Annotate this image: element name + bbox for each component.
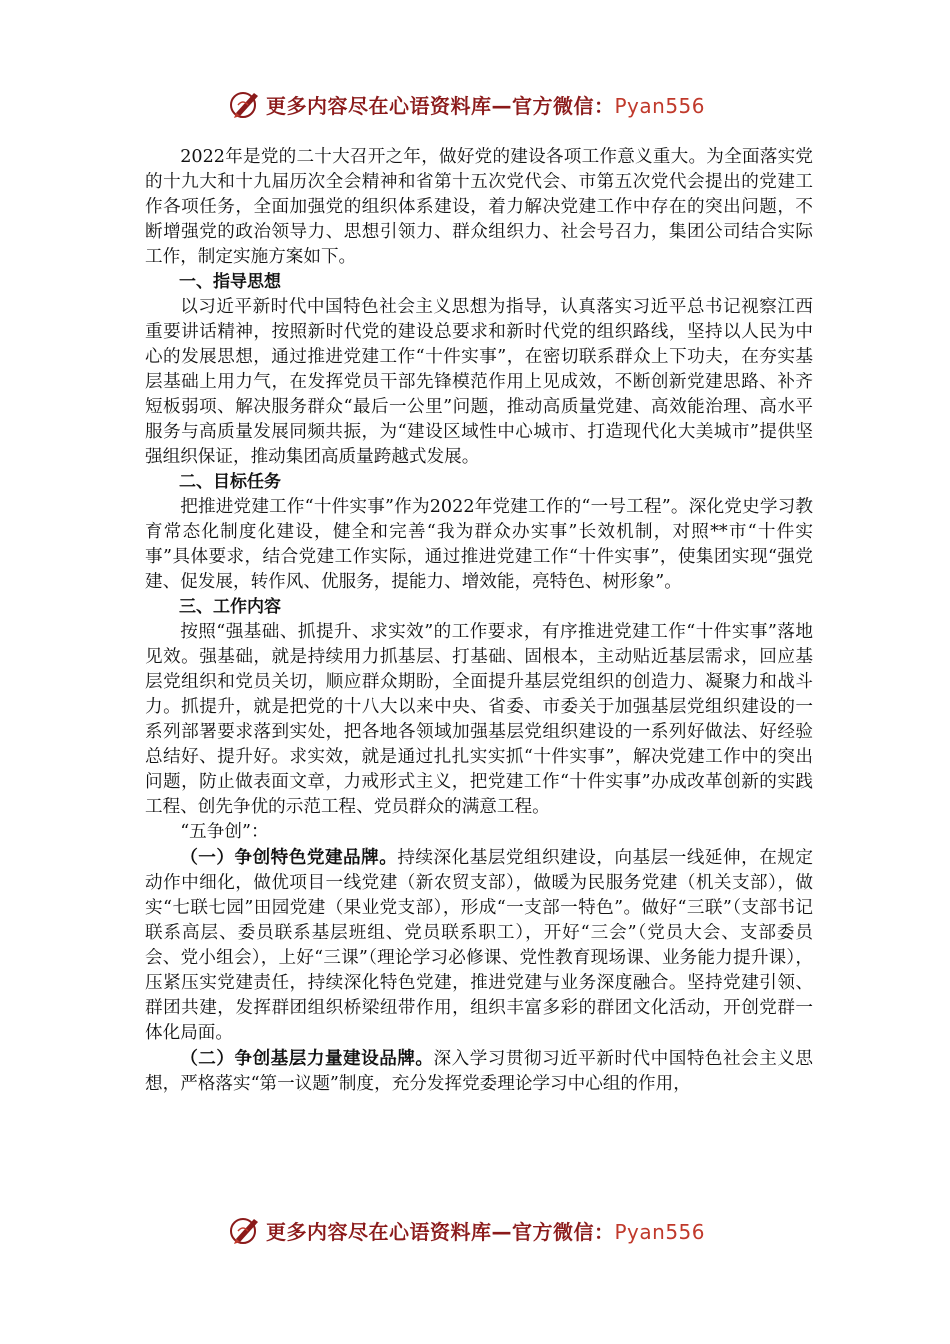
document-body [145,145,813,1097]
section-heading-work-content: 三、工作内容 [179,597,281,617]
item-body-2: 深入学习贯彻习近平新时代中国特色社会主义思想，严格落实“第一议题”制度，充分发挥党委理论学习中心组的作用， [145,1049,813,1094]
header-watermark [228,84,705,124]
footer-watermark [228,1210,705,1250]
item-paragraph-2 [145,1046,813,1097]
section-body-work-content: 按照“强基础、抓提升、求实效”的工作要求，有序推进党建工作“十件实事”落地见效。强基础，就是持续用力抓基层、打基础、固根本，主动贴近基层需求，回应基层党组织和党员关切，顺应群众期盼，全面提升基层党组织的创造力、凝聚力和战斗力。抓提升，就是把党的十八大以来中央、省委、市委关于加强基层党组织建设的一系列部署要求落到实处，把各地各领域加强基层党组织建设的一系列好做法、好经验总结好、提升好。求实效，就是通过扎扎实实抓“十件实事”，解决党建工作中的突出问题，防止做表面文章，力戒形式主义，把党建工作“十件实事”办成改革创新的实践工程、创先争优的示范工程、党员群众的满意工程。 [145,622,813,817]
item-lead-1: （一）争创特色党建品牌。 [180,847,398,868]
watermark-text [266,90,705,119]
watermark-text [266,1216,705,1245]
watermark-wechat-id: Pyan556 [614,93,706,118]
intro-paragraph: 2022年是党的二十大召开之年，做好党的建设各项工作意义重大。为全面落实党的十九大和十九届历次全会精神和省第十五次党代会、市第五次党代会提出的党建工作各项任务，全面加强党的组织体系建设，着力解决党建工作中存在的突出问题，不断增强党的政治领导力、思想引领力、群众组织力、社会号召力，集团公司结合实际工作，制定实施方案如下。 [145,147,813,267]
pen-logo-icon [228,87,262,121]
section-body-guiding-ideology: 以习近平新时代中国特色社会主义思想为指导，认真落实习近平总书记视察江西重要讲话精神，按照新时代党的建设总要求和新时代党的组织路线，坚持以人民为中心的发展思想，通过推进党建工作“十件实事”，在密切联系群众上下功夫，在夯实基层基础上用力气，在发挥党员干部先锋模范作用上见成效，不断创新党建思路、补齐短板弱项、解决服务群众“最后一公里”问题，推动高质量党建、高效能治理、高水平服务与高质量发展同频共振，为“建设区域性中心城市、打造现代化大美城市”提供坚强组织保证，推动集团高质量跨越式发展。 [145,297,813,467]
five-strive-label: “五争创”： [180,822,269,842]
pen-logo-icon [228,1213,262,1247]
watermark-label: 更多内容尽在心语资料库—官方微信： [266,93,615,118]
section-heading-goals: 二、目标任务 [179,472,281,492]
item-paragraph-1 [145,845,813,1046]
item-lead-2: （二）争创基层力量建设品牌。 [180,1048,434,1069]
section-body-goals: 把推进党建工作“十件实事”作为2022年党建工作的“一号工程”。深化党史学习教育常态化制度化建设，健全和完善“我为群众办实事”长效机制，对照**市“十件实事”具体要求，结合党建工作实际，通过推进党建工作“十件实事”，使集团实现“强党建、促发展，转作风、优服务，提能力、增效能，亮特色、树形象”。 [145,497,813,592]
section-heading-guiding-ideology: 一、指导思想 [179,272,281,292]
item-body-1: 持续深化基层党组织建设，向基层一线延伸，在规定动作中细化，做优项目一线党建（新农贸支部），做暖为民服务党建（机关支部），做实“七联七园”田园党建（果业党支部），形成“一支部一特色”。做好“三联”（支部书记联系高层、委员联系基层班组、党员联系职工），开好“三会”（党员大会、支部委员会、党小组会），上好“三课”（理论学习必修课、党性教育现场课、业务能力提升课），压紧压实党建责任，持续深化特色党建，推进党建与业务深度融合。坚持党建引领、群团共建，发挥群团组织桥梁纽带作用，组织丰富多彩的群团文化活动，开创党群一体化局面。 [145,848,813,1043]
watermark-wechat-id: Pyan556 [614,1219,706,1244]
watermark-label: 更多内容尽在心语资料库—官方微信： [266,1219,615,1244]
